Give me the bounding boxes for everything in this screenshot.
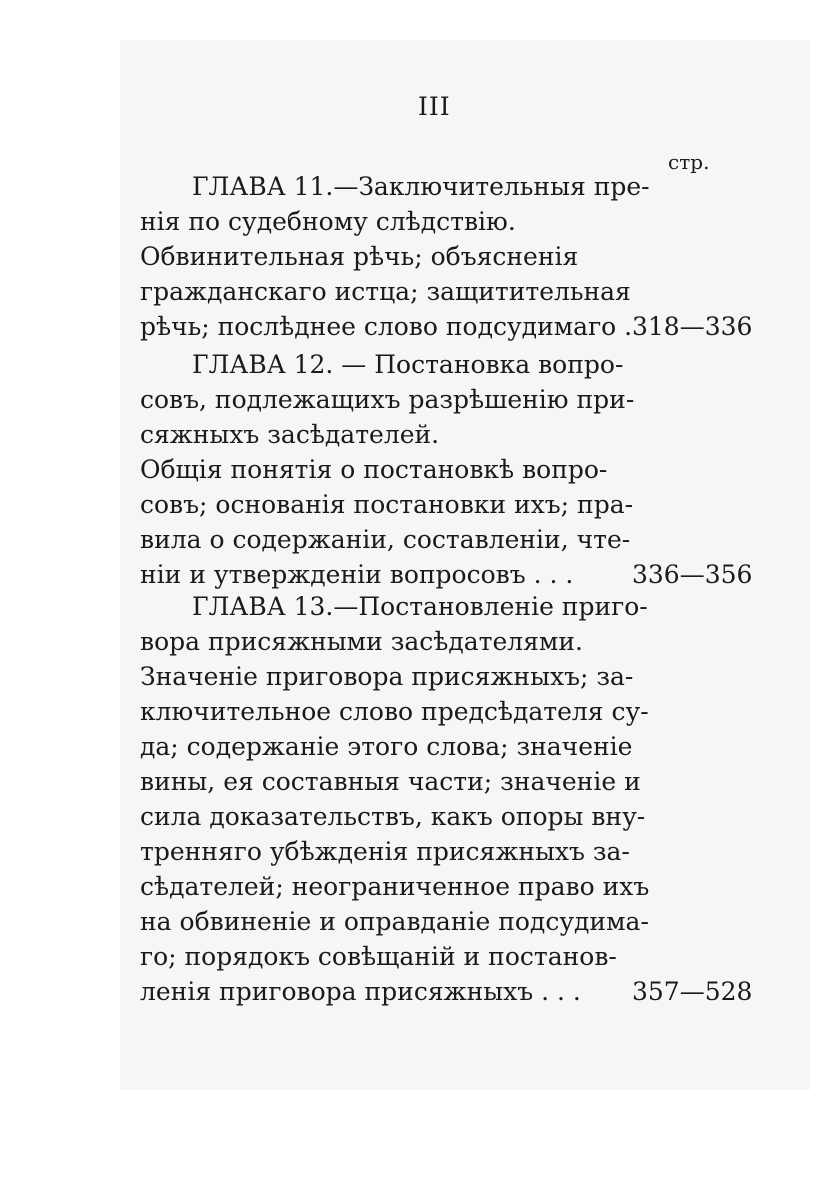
- page-range: 336—356: [632, 560, 753, 589]
- chapter-body-line: рѣчь; послѣднее слово подсудимаго .: [140, 312, 633, 341]
- chapter-body-line: совъ; основанія постановки ихъ; пра-: [140, 490, 634, 519]
- pages-column-header: стр.: [668, 150, 710, 174]
- chapter-heading-line: сяжныхъ засѣдателей.: [140, 420, 440, 449]
- chapter-heading-line: ГЛАВА 13.—Постановленіе приго-: [192, 592, 648, 621]
- chapter-body-line: Значеніе приговора присяжныхъ; за-: [140, 662, 634, 691]
- page-number: III: [418, 92, 451, 121]
- page-range: 318—336: [632, 312, 753, 341]
- chapter-body-line: ключительное слово предсѣдателя су-: [140, 697, 649, 726]
- chapter-body-line: тренняго убѣжденія присяжныхъ за-: [140, 837, 630, 866]
- chapter-body-line: вины, ея составныя части; значеніе и: [140, 767, 641, 796]
- chapter-heading-line: нія по судебному слѣдствію.: [140, 207, 516, 236]
- chapter-heading-line: ГЛАВА 11.—Заключительныя пре-: [192, 172, 650, 201]
- chapter-body-line: сила доказательствъ, какъ опоры вну-: [140, 802, 646, 831]
- chapter-body-line: ніи и утвержденіи вопросовъ . . .: [140, 560, 574, 589]
- chapter-body-line: да; содержаніе этого слова; значеніе: [140, 732, 633, 761]
- chapter-body-line: Общія понятія о постановкѣ вопро-: [140, 455, 608, 484]
- chapter-heading-line: ГЛАВА 12. — Постановка вопро-: [192, 350, 624, 379]
- chapter-heading-line: вора присяжными засѣдателями.: [140, 627, 583, 656]
- chapter-body-line: го; порядокъ совѣщаній и постанов-: [140, 942, 617, 971]
- page-range: 357—528: [632, 977, 753, 1006]
- chapter-body-line: вила о содержаніи, составленіи, чте-: [140, 525, 631, 554]
- chapter-body-line: на обвиненіе и оправданіе подсудима-: [140, 907, 649, 936]
- chapter-body-line: сѣдателей; неограниченное право ихъ: [140, 872, 650, 901]
- chapter-heading-line: совъ, подлежащихъ разрѣшенію при-: [140, 385, 635, 414]
- chapter-body-line: гражданскаго истца; защитительная: [140, 277, 631, 306]
- chapter-body-line: ленія приговора присяжныхъ . . .: [140, 977, 581, 1006]
- chapter-body-line: Обвинительная рѣчь; объясненія: [140, 242, 579, 271]
